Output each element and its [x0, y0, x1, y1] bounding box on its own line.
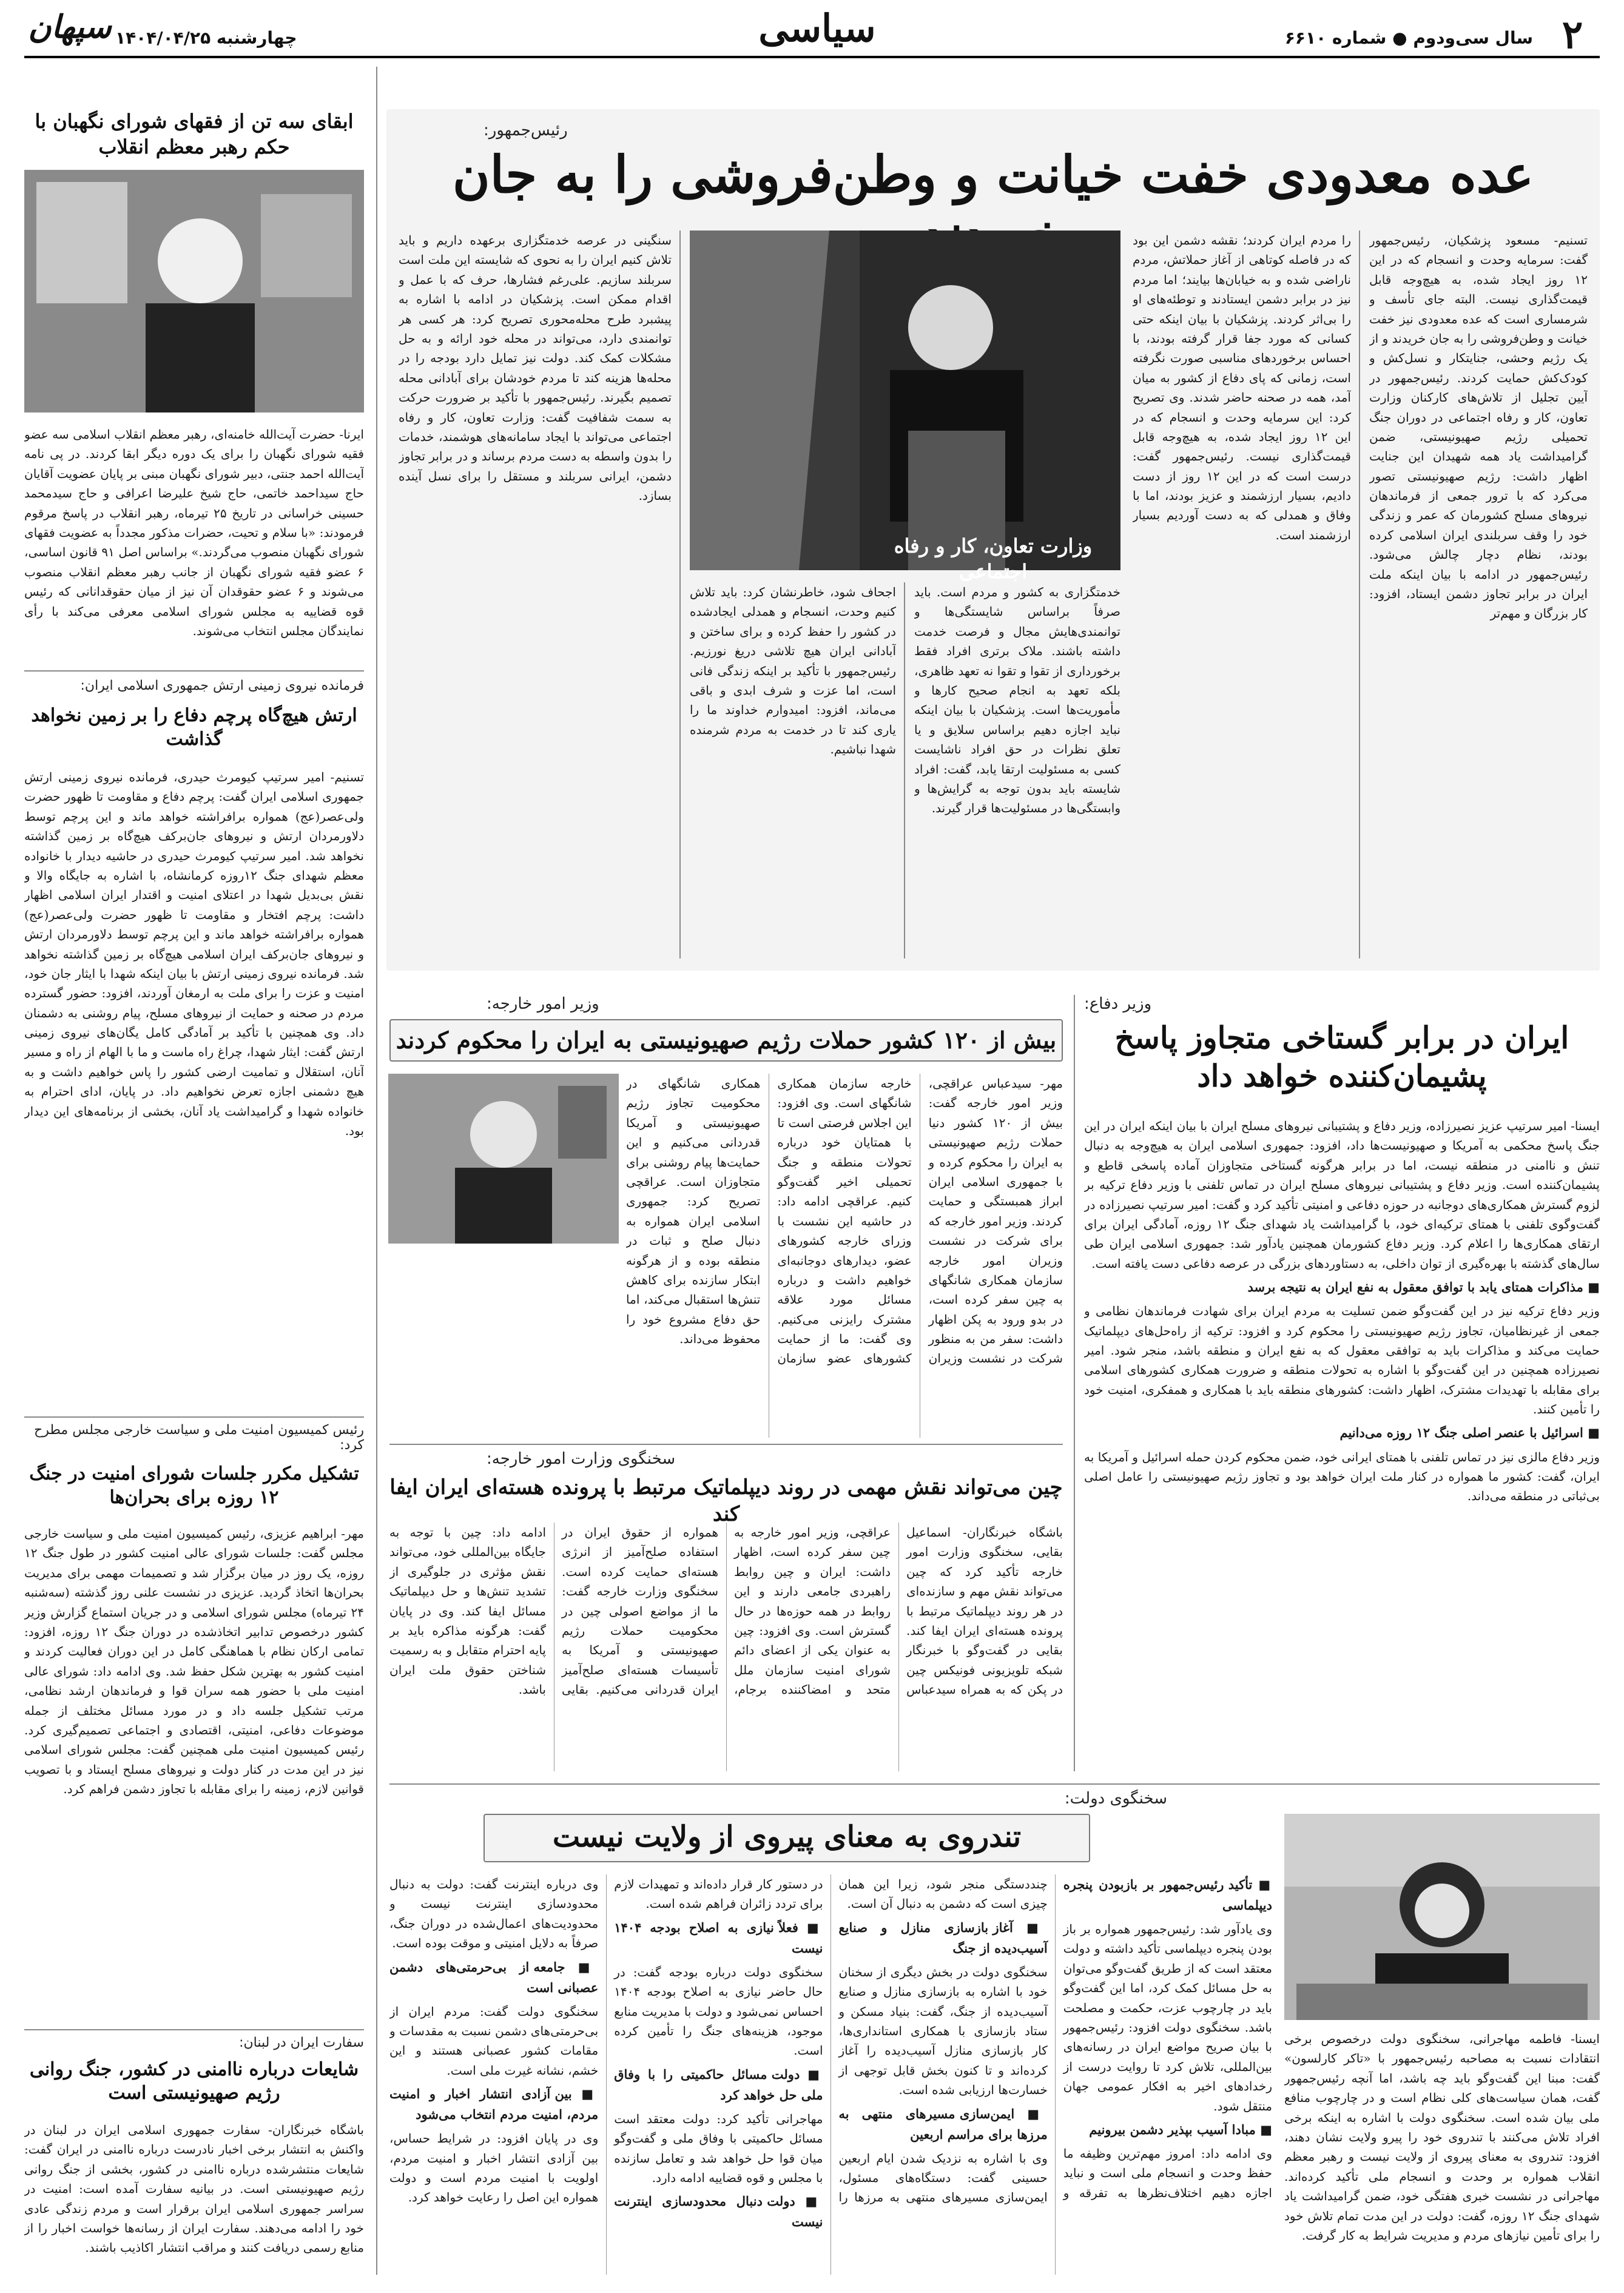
gov-headline: تندروی به معنای پیروی از ولایت نیست [552, 1820, 1022, 1854]
header-rule [24, 56, 1600, 58]
section-title: سیاسی [758, 6, 876, 50]
sidebar-article4-title: شایعات درباره ناامنی در کشور، جنگ روانی رژیم صهیونیستی است [29, 2059, 359, 2104]
fm-body: مهر- سیدعباس عراقچی، وزیر امور خارجه گفت: بیش از ۱۲۰ کشور دنیا حملات رژیم صهیونیستی به ایران را محکوم کرده و با جمهوری اسلامی ایران ابراز همبستگی و حمایت کردند. وزیر امور خارجه که برای شرکت در نشست وزیران امور خارجه سازمان همکاری شانگهای به چین سفر کرده است، در بدو ورود به پکن اظهار داشت: سفر من به منظور شرکت در نشست وزیران خارجه سازمان همکاری شانگهای است. وی افزود: این اجلاس فرصتی است تا با همتایان خود درباره تحولات منطقه و جنگ تحمیلی اخیر گفت‌وگو کنیم. عراقچی ادامه داد: در حاشیه این نشست با وزرای خارجه کشورهای عضو، دیدارهای دوجانبه‌ای خواهیم داشت و درباره مسائل مورد علاقه مشترک رایزنی می‌کنیم. وی گفت: ما از حمایت کشورهای عضو سازمان همکاری شانگهای در محکومیت تجاوز رژیم صهیونیستی و آمریکا قدردانی می‌کنیم و این حمایت‌ها پیام روشنی برای متجاوزان است. عراقچی تصریح کرد: جمهوری اسلامی ایران همواره به دنبال صلح و ثبات در منطقه بوده و از هرگونه ابتکار سازنده برای کاهش تنش‌ها استقبال می‌کند، اما حق دفاع مشروع خود را محفوظ می‌داند. [626, 1076, 1063, 1366]
lead-col-2: را مردم ایران کردند؛ نقشه دشمن این بود که در فاصله کوتاهی از آغاز حملاتش، مردم ناراضی شده و به خیابان‌ها بیایند؛ اما مردم نیز در برابر دشمن ایستادند و توطئه‌های او را بی‌اثر کردند. پزشکیان با بیان اینکه حتی کسانی که مورد جفا قرار گرفته بودند، با احساس برخوردهای مناسبی صورت نگرفته است، زمانی که پای دفاع از کشور به میان آمد، همه در صحنه حاضر شدند. وی تصریح کرد: این سرمایه وحدت و انسجام که در این ۱۲ روز ایجاد شده، به هیچ‌وجه قابل قیمت‌گذاری نیست. رئیس‌جمهور گفت: درست است که در این ۱۲ روز از دست دادیم، بسیار ارزشمند و عزیز بودند، اما با وفاق و همدلی که به دست آوردیم بسیار ارزشمند است. [1133, 233, 1351, 542]
gov-sub9-body: وی در پایان افزود: در شرایط حساس، بین آزادی انتشار اخبار و امنیت مردم، اولویت با امنیت مردم است و دولت همواره این اصل را رعایت خواهد کرد. [389, 2131, 599, 2205]
gov-sub4-body: وی با اشاره به نزدیک شدن ایام اربعین حسینی گفت: دستگاه‌های مسئول، ایمن‌سازی مسیرهای منتهی به مرزها را در دستور کار قرار داده‌اند و تمهیدات لازم برای تردد زائران فراهم شده است. [614, 1877, 1048, 2205]
lead-col-1: تسنیم- مسعود پزشکیان، رئیس‌جمهور گفت: سرمایه وحدت و انسجام که در این ۱۲ روز ایجاد شده، به هیچ‌وجه قابل قیمت‌گذاری نیست. البته جای تأسف و شرمساری است که عده معدودی نیز خفت خیانت و وطن‌فروشی را به جان خریدند و از یک رژیم وحشی، جنایتکار و نسل‌کش و کودک‌کش حمایت کردند. رئیس‌جمهور در آیین تجلیل از تلاش‌های کارکنان وزارت تعاون، کار و رفاه اجتماعی در دوران جنگ تحمیلی رژیم صهیونیستی، ضمن گرامیداشت یاد همه شهیدان این جنایت اظهار داشت: رژیم صهیونیستی تصور می‌کرد که با ترور جمعی از فرماندهان نیروهای مسلح کشورمان که عمر و زندگی خود را وقف سربلندی ایران اسلامی کرده بودند، نظام دچار چالش می‌شود. رئیس‌جمهور در ادامه با بیان اینکه ملت ایران در برابر تجاوز دشمن ایستاد، افزود: کار بزرگان و مهم‌تر [1369, 233, 1588, 621]
sidebar-rule-2 [24, 1416, 364, 1418]
fm-headline: بیش از ۱۲۰ کشور حملات رژیم صهیونیستی به ایران را محکوم کردند [396, 1026, 1057, 1054]
photo-caption: وزارت تعاون، کار و رفاه اجتماعی [894, 534, 1093, 583]
defense-body-wrap [1084, 1116, 1600, 1771]
sidebar-article3-kicker: رئیس کمیسیون امنیت ملی و سیاست خارجی مجلس مطرح کرد: [34, 1423, 364, 1453]
sidebar-article3-title: تشکیل مکرر جلسات شورای امنیت در جنگ ۱۲ روزه برای بحران‌ها [29, 1463, 359, 1508]
gov-kicker: سخنگوی دولت: [1064, 1790, 1168, 1808]
gov-intro-wrap [1284, 2029, 1600, 2275]
sidebar-article2-title: ارتش هیچ‌گاه پرچم دفاع را بر زمین نخواهد گذاشت [31, 705, 357, 750]
defense-sub1-body: وزیر دفاع ترکیه نیز در این گفت‌وگو ضمن تسلیت به مردم ایران برای شهادت فرماندهان نظامی و جمعی از غیرنظامیان، تجاوز رژیم صهیونیستی را محکوم کرد و افزود: ترکیه از راه‌حل‌های دیپلماتیک حمایت می‌کند و مذاکرات باید به توافقی معقول که به نفع ایران و منطقه باشد، منجر شود. امیر نصیرزاده همچنین در این گفت‌وگو با اشاره به تحولات منطقه و ضرورت همکاری کشورهای اسلامی برای مقابله با تهدیدات مشترک، اظهار داشت: کشورهای منطقه باید با همکاری و همفکری، امنیت خود را تأمین کنند. [1084, 1304, 1600, 1417]
sidebar-article4-kicker: سفارت ایران در لبنان: [239, 2035, 364, 2050]
president-photo [690, 231, 1120, 583]
lead-headline: عده معدودی خفت خیانت و وطن‌فروشی را به جان [452, 144, 1534, 204]
gov-sub3-body: سخنگوی دولت در بخش دیگری از سخنان خود با اشاره به بازسازی منازل و صنایع آسیب‌دیده از جنگ، گفت: بنیاد مسکن و ستاد بازسازی با همکاری استانداری‌ها، کار بازسازی منازل آسیب‌دیده را آغاز کرده‌اند و تا کنون بخش قابل توجهی از خسارت‌ها ارزیابی شده است. [838, 1964, 1048, 2098]
gov-subhead-3: ■ آغاز بازسازی منازل و صنایع آسیب‌دیده از جنگ [838, 1919, 1048, 1956]
gov-subhead-8: ■ جامعه از بی‌حرمتی‌های دشمن عصبانی است [389, 1959, 599, 1995]
gov-subhead-4: ■ ایمن‌سازی مسیرهای منتهی به مرزها برای مراسم اربعین [838, 2106, 1048, 2142]
sidebar-article1-title: ابقای سه تن از فقهای شورای نگهبان با حکم رهبر معظم انقلاب [35, 110, 354, 158]
leader-photo-illustration [24, 170, 364, 412]
china-rule [389, 1444, 1063, 1445]
leader-photo [24, 170, 364, 412]
sidebar-article4-body: باشگاه خبرنگاران- سفارت جمهوری اسلامی ایران در لبنان در واکنش به انتشار برخی اخبار نادرست درباره ناامنی در ایران گفت: شایعات منتشرشده درباره ناامنی در کشور، بخشی از جنگ روانی رژیم صهیونیستی است. در بیانیه سفارت آمده است: امنیت در سراسر جمهوری اسلامی ایران برقرار است و مردم زندگی عادی خود را ادامه می‌دهند. سفارت ایران از رسانه‌ها خواست اخبار را از منابع رسمی دریافت کنند و مراقب انتشار اکاذیب باشند. [24, 2123, 364, 2255]
gov-columns [389, 1874, 1272, 2275]
china-kicker: سخنگوی وزارت امور خارجه: [487, 1450, 676, 1468]
gov-sub5-body: سخنگوی دولت درباره بودجه گفت: در حال حاضر نیازی به اصلاح بودجه ۱۴۰۴ احساس نمی‌شود و دولت با مدیریت منابع موجود، هزینه‌های جنگ را تأمین کرده است. [614, 1964, 823, 2058]
issue-date: چهارشنبه ۱۴۰۴/۰۴/۲۵ [115, 28, 297, 48]
gov-sub7-body: وی درباره اینترنت گفت: دولت به دنبال محدودسازی اینترنت نیست و محدودیت‌های اعمال‌شده در دوران جنگ، صرفاً به دلایل امنیتی و موقت بوده است. [389, 1877, 599, 1951]
spokesperson-photo-illustration [1284, 1814, 1600, 2020]
defense-divider [1074, 995, 1075, 1771]
sidebar-article3-body: مهر- ابراهیم عزیزی، رئیس کمیسیون امنیت ملی و سیاست خارجی مجلس گفت: جلسات شورای عالی امنیت کشور در طول جنگ ۱۲ روزه، یک روز در میان برگزار شد و تصمیمات مهمی برای مدیریت بحران‌ها اتخاذ گردید. عزیزی در نشست علنی روز گذشته (سه‌شنبه ۲۴ تیرماه) مجلس شورای اسلامی و در جریان استماع گزارش وزیر کشور درخصوص تدابیر اتخاذشده در دوران جنگ ۱۲ روزه، افزود: تمامی ارکان نظام با هماهنگی کامل در این دوران فعالیت کردند و امنیت کشور به بهترین شکل حفظ شد. وی ادامه داد: شورای عالی امنیت ملی با حضور همه سران قوا و فرماندهان ارشد نظامی، مرتب تشکیل جلسه داد و در مورد مسائل مختلف از جمله موضوعات دفاعی، امنیتی، اقتصادی و اجتماعی تصمیم‌گیری کرد. رئیس کمیسیون امنیت ملی همچنین گفت: مجلس شورای اسلامی نیز در این مدت در کنار دولت و نیروهای مسلح ایستاد و با تصویب قوانین لازم، زمینه را برای مقابله با تجاوز دشمن فراهم کرد. [24, 1526, 364, 1797]
gov-sub8-body: سخنگوی دولت گفت: مردم ایران از بی‌حرمتی‌های دشمن نسبت به مقدسات و مقامات کشور عصبانی هستند و این خشم، نشانه غیرت ملی است. [389, 2004, 599, 2078]
defense-kicker: وزیر دفاع: [1084, 995, 1152, 1013]
gov-sub2-body: وی ادامه داد: امروز مهم‌ترین وظیفه ما حفظ وحدت و انسجام ملی است و نباید اجازه دهیم اختلاف‌نظرها به تفرقه و چنددستگی منجر شود، زیرا این همان چیزی است که دشمن به دنبال آن است. [838, 1877, 1272, 2200]
lead-col-divider-1 [1359, 231, 1360, 958]
gov-subhead-6: ■ دولت مسائل حاکمیتی را با وفاق ملی حل خواهد کرد [614, 2066, 823, 2103]
issue-info: سال سی‌ودوم ● شماره ۶۶۱۰ [1284, 28, 1533, 48]
newspaper-logo: سپهان [28, 8, 112, 45]
lead-col-divider-2 [904, 582, 905, 958]
lead-col-3: خدمتگزاری به کشور و مردم است. باید صرفاً براساس شایستگی‌ها و توانمندی‌هایش مجال و فرصت خدمت داشته باشند. ملاک برتری افراد فقط برخورداری از تقوا و تقوا نه تعهد ظاهری، بلکه تعهد به انجام صحیح کارها و مأموریت‌ها است. پزشکیان با بیان اینکه نباید اجازه دهیم براساس سلایق و یا تعلق نظرات در حق افراد ناشایست کسی به مسئولیت ارتقا یابد، گفت: افراد شایسته باید بدون توجه به گرایش‌ها و وابستگی‌ها در مسئولیت‌ها قرار گیرند. [914, 585, 1120, 816]
gov-subhead-2: ■ مبادا آسیب بپذیر دشمن بیرونیم [1089, 2121, 1272, 2137]
sidebar-rule-1 [24, 670, 364, 672]
defense-body: ایسنا- امیر سرتیپ عزیز نصیرزاده، وزیر دفاع و پشتیبانی نیروهای مسلح ایران با بیان اینکه ایران در این جنگ پاسخ محکمی به آمریکا و صهیونیست‌ها داد، افزود: جمهوری اسلامی ایران به هیچ‌وجه به دنبال تنش و ناامنی در منطقه نیست، اما در برابر هرگونه گستاخی متجاوزان آماده پاسخی قاطع و پشیمان‌کننده است. وزیر دفاع و پشتیبانی نیروهای مسلح ایران در تماس تلفنی با وزیر دفاع ترکیه بر لزوم گسترش همکاری‌های دوجانبه در حوزه دفاعی و امنیتی تأکید کرد و گفت: امیر سرتیپ نصیرزاده در گفت‌وگوی تلفنی با همتای ترکیه‌ای خود، با گرامیداشت یاد شهدای جنگ ۱۲ روزه، آمادگی ایران برای ارتقای همکاری‌ها را اعلام کرد. وزیر دفاع کشورمان همچنین یادآور شد: جمهوری اسلامی ایران طی سال‌های گذشته با بهره‌گیری از توان داخلی، به دستاوردهای بزرگی در عرصه دفاعی دست یافته است. [1084, 1119, 1600, 1271]
defense-subhead-1: ■ مذاکرات همتای یابد با توافق معقول به نفع ایران به نتیجه برسد [1247, 1279, 1600, 1295]
sidebar-rule-3 [24, 2029, 364, 2030]
lead-col-5: سنگینی در عرصه خدمتگزاری برعهده داریم و باید تلاش کنیم ایران را به نحوی که شایسته این ملت است سربلند سازیم. علی‌رغم فشارها، حرف که با عمل و اقدام ممکن است. پزشکیان در ادامه با اشاره به پیشبرد طرح محله‌محوری تصریح کرد: هر کسی هر توانمندی دارد، می‌تواند در محله خود ارائه و به حل مشکلات کمک کند. دولت نیز تمایل دارد بودجه را در محله‌ها هزینه کند تا مردم خودشان برای آبادانی محله تصمیم بگیرند. رئیس‌جمهور با تأکید بر ضرورت حرکت به سمت شفافیت گفت: وزارت تعاون، کار و رفاه اجتماعی می‌تواند با ایجاد سامانه‌های هوشمند، خدمات را بدون واسطه به دست مردم برساند و در برابر تجاوز دشمن، ایرانی سربلند و مستقل را برای نسل آینده بسازد. [399, 233, 672, 503]
china-headline: چین می‌تواند نقش مهمی در روند دیپلماتیک مرتبط با پرونده هسته‌ای ایران ایفا کند [389, 1475, 1063, 1527]
gov-subhead-5: ■ فعلاً نیازی به اصلاح بودجه ۱۴۰۴ نیست [614, 1919, 823, 1956]
gov-sub6-body: مهاجرانی تأکید کرد: دولت معتقد است مسائل حاکمیتی با وفاق ملی و گفت‌وگو میان قوا حل خواهد شد و تعامل سازنده با مجلس و قوه قضاییه ادامه دارد. [614, 2111, 823, 2185]
sidebar-article1-body: ایرنا- حضرت آیت‌الله خامنه‌ای، رهبر معظم انقلاب اسلامی سه عضو فقیه شورای نگهبان را برای یک دوره دیگر ابقا کردند. در پی نامه آیت‌الله احمد جنتی، دبیر شورای نگهبان مبنی بر پایان عضویت آقایان حاج سیداحمد خاتمی، حاج شیخ علیرضا اعرافی و حاج سیدمحمد حسینی خراسانی در تاریخ ۲۵ تیرماه، رهبر انقلاب در پاسخ مرقوم فرمودند: «با سلام و تحیت، حضرات مذکور مجدداً به عضویت فقهای شورای نگهبان منصوب می‌گردند.» براساس اصل ۹۱ قانون اساسی، ۶ عضو فقیه شورای نگهبان از جانب رهبر معظم انقلاب منصوب می‌شوند و ۶ عضو حقوقدان آن نیز از میان حقوقدانانی که رئیس قوه قضاییه به مجلس شورای اسلامی معرفی می‌کند با رأی نمایندگان مجلس انتخاب می‌شوند. [24, 427, 364, 638]
president-photo-illustration [690, 231, 1120, 583]
fm-kicker: وزیر امور خارجه: [487, 995, 599, 1013]
lead-kicker: رئیس‌جمهور: [483, 121, 568, 140]
lead-col-divider-3 [679, 231, 681, 958]
page-number: ۲ [1562, 12, 1583, 58]
spokesperson-photo [1284, 1814, 1600, 2020]
gov-subhead-9: ■ بین آزادی انتشار اخبار و امنیت مردم، امنیت مردم انتخاب می‌شود [389, 2086, 599, 2123]
sidebar-divider [376, 67, 377, 2275]
defense-subhead-2: ■ اسرائیل با عنصر اصلی جنگ ۱۲ روزه می‌دانیم [1339, 1425, 1600, 1441]
araghchi-photo-illustration [388, 1074, 619, 1244]
sidebar-article2-body: تسنیم- امیر سرتیپ کیومرث حیدری، فرمانده نیروی زمینی ارتش جمهوری اسلامی ایران گفت: پرچم دفاع و مقاومت تا ظهور حضرت ولی‌عصر(عج) همواره برافراشته خواهد ماند و این پرچم توسط دلاورمردان ارتش و نیروهای جان‌برکف هیچ‌گاه بر زمین گذاشته نخواهد شد. امیر سرتیپ کیومرث حیدری در حاشیه دیدار با خانواده معظم شهدای جنگ ۱۲روزه کرمانشاه، با اشاره به جایگاه والا و نقش بی‌بدیل شهدا در اعتلای امنیت و اقتدار ایران اسلامی اظهار داشت: پرچم افتخار و مقاومت تا ظهور حضرت ولی‌عصر(عج) همواره برافراشته خواهد ماند و این پرچم توسط دلاورمردان ارتش و نیروهای جان‌برکف ایران اسلامی هیچ‌گاه بر زمین گذاشته نخواهد شد. فرمانده نیروی زمینی ارتش با بیان اینکه شهدا با ایثار جان خود، امنیت و عزت را برای ملت به ارمغان آوردند، افزود: حضور گسترده مردم در صحنه و حمایت از نیروهای مسلح، پیام روشنی به دشمنان داد. وی همچنین با تأکید بر آمادگی کامل یگان‌های نیروی زمینی ارتش گفت: ایثار شهدا، چراغ راه ماست و ما با الهام از راه و مسیر آنان، استقلال و تمامیت ارضی کشور را پاس خواهیم داشت و به هیچ دشمنی اجازه تعرض نخواهیم داد. در پایان، ادای احترام به خانواده شهدا و گرامیداشت یاد آنان، بخشی از برنامه‌های این دیدار بود. [24, 770, 364, 1139]
defense-headline: ایران در برابر گستاخی متجاوز پاسخ پشیمان‌کننده خواهد داد [1114, 1020, 1569, 1094]
lead-col-4: اجحاف شود، خاطرنشان کرد: باید تلاش کنیم وحدت، انسجام و همدلی ایجادشده در کشور را حفظ کرده و برای ساختن و آبادانی ایران هیچ تلاشی دریغ نورزیم. رئیس‌جمهور با تأکید بر اینکه زندگی فانی است، اما عزت و شرف ابدی و باقی می‌ماند، افزود: امیدوارم خداوند ما را یاری کند تا در خدمت به مردم شرمنده شهدا نباشیم. [690, 585, 896, 757]
gov-sub1-body: وی یادآور شد: رئیس‌جمهور همواره بر باز بودن پنجره دیپلماسی تأکید داشته و دولت معتقد است که از طریق گفت‌وگو می‌توان به حل مسائل کمک کرد، اما این گفت‌وگو باید در چارچوب عزت، حکمت و مصلحت باشد. سخنگوی دولت افزود: رئیس‌جمهور با بیان صریح مواضع ایران در رسانه‌های بین‌المللی، تلاش کرد تا روایت درست از رخدادهای اخیر به افکار عمومی جهان منتقل شود. [1063, 1922, 1272, 2113]
china-body: باشگاه خبرنگاران- اسماعیل بقایی، سخنگوی وزارت امور خارجه تأکید کرد که چین می‌تواند نقش مهم و سازنده‌ای در هر روند دیپلماتیک مرتبط با پرونده هسته‌ای ایران ایفا کند. بقایی در گفت‌وگو با خبرنگار شبکه تلویزیونی فونیکس چین در پکن که به همراه سیدعباس عراقچی، وزیر امور خارجه به چین سفر کرده است، اظهار داشت: ایران و چین روابط راهبردی جامعی دارند و این روابط در همه حوزه‌ها در حال گسترش است. وی افزود: چین به عنوان یکی از اعضای دائم شورای امنیت سازمان ملل متحد و امضاکننده برجام، همواره از حقوق ایران در استفاده صلح‌آمیز از انرژی هسته‌ای حمایت کرده است. سخنگوی وزارت خارجه گفت: ما از مواضع اصولی چین در محکومیت حملات رژیم صهیونیستی و آمریکا به تأسیسات هسته‌ای صلح‌آمیز ایران قدردانی می‌کنیم. بقایی ادامه داد: چین با توجه به جایگاه بین‌المللی خود، می‌تواند نقش مؤثری در جلوگیری از تشدید تنش‌ها و حل دیپلماتیک مسائل ایفا کند. وی در پایان گفت: هرگونه مذاکره باید بر پایه احترام متقابل و به رسمیت شناختن حقوق ملت ایران باشد. [389, 1525, 1063, 1697]
sidebar-article2-kicker: فرمانده نیروی زمینی ارتش جمهوری اسلامی ایران: [80, 678, 364, 693]
gov-subhead-7: ■ دولت دنبال محدودسازی اینترنت نیست [614, 2194, 823, 2230]
gov-subhead-1: ■ تأکید رئیس‌جمهور بر بازبودن پنجره دیپلماسی [1063, 1877, 1272, 1913]
araghchi-photo [388, 1074, 619, 1244]
gov-intro: ایسنا- فاطمه مهاجرانی، سخنگوی دولت درخصوص برخی انتقادات نسبت به مصاحبه رئیس‌جمهور با «تاکر کارلسون» گفت: مبنا این گفت‌وگو باید چه باشد، اما آنچه رئیس‌جمهور گفت، همان سیاست‌های کلی نظام است و در چارچوب منافع ملی بیان شده است. سخنگوی دولت با اشاره به اینکه برخی افراد تلاش می‌کنند با تندروی خود را پیرو ولایت نشان دهند، افزود: تندروی به معنای پیروی از ولایت نیست و رهبر معظم انقلاب همواره بر وحدت و انسجام ملی تأکید کرده‌اند. مهاجرانی در نشست خبری هفتگی خود، ضمن گرامیداشت یاد شهدای جنگ ۱۲ روزه، گفت: دولت در این مدت تمام تلاش خود را برای تأمین نیازهای مردم و مدیریت شرایط به کار گرفت. [1284, 2032, 1600, 2243]
gov-rule [389, 1783, 1600, 1785]
defense-sub2-body: وزیر دفاع مالزی نیز در تماس تلفنی با همتای ایرانی خود، ضمن محکوم کردن حمله اسرائیل و آمریکا به ایران، گفت: کشور ما همواره در کنار ملت ایران خواهد بود و تجاوز رژیم صهیونیستی را عامل اصلی بی‌ثباتی در منطقه می‌داند. [1084, 1449, 1600, 1504]
